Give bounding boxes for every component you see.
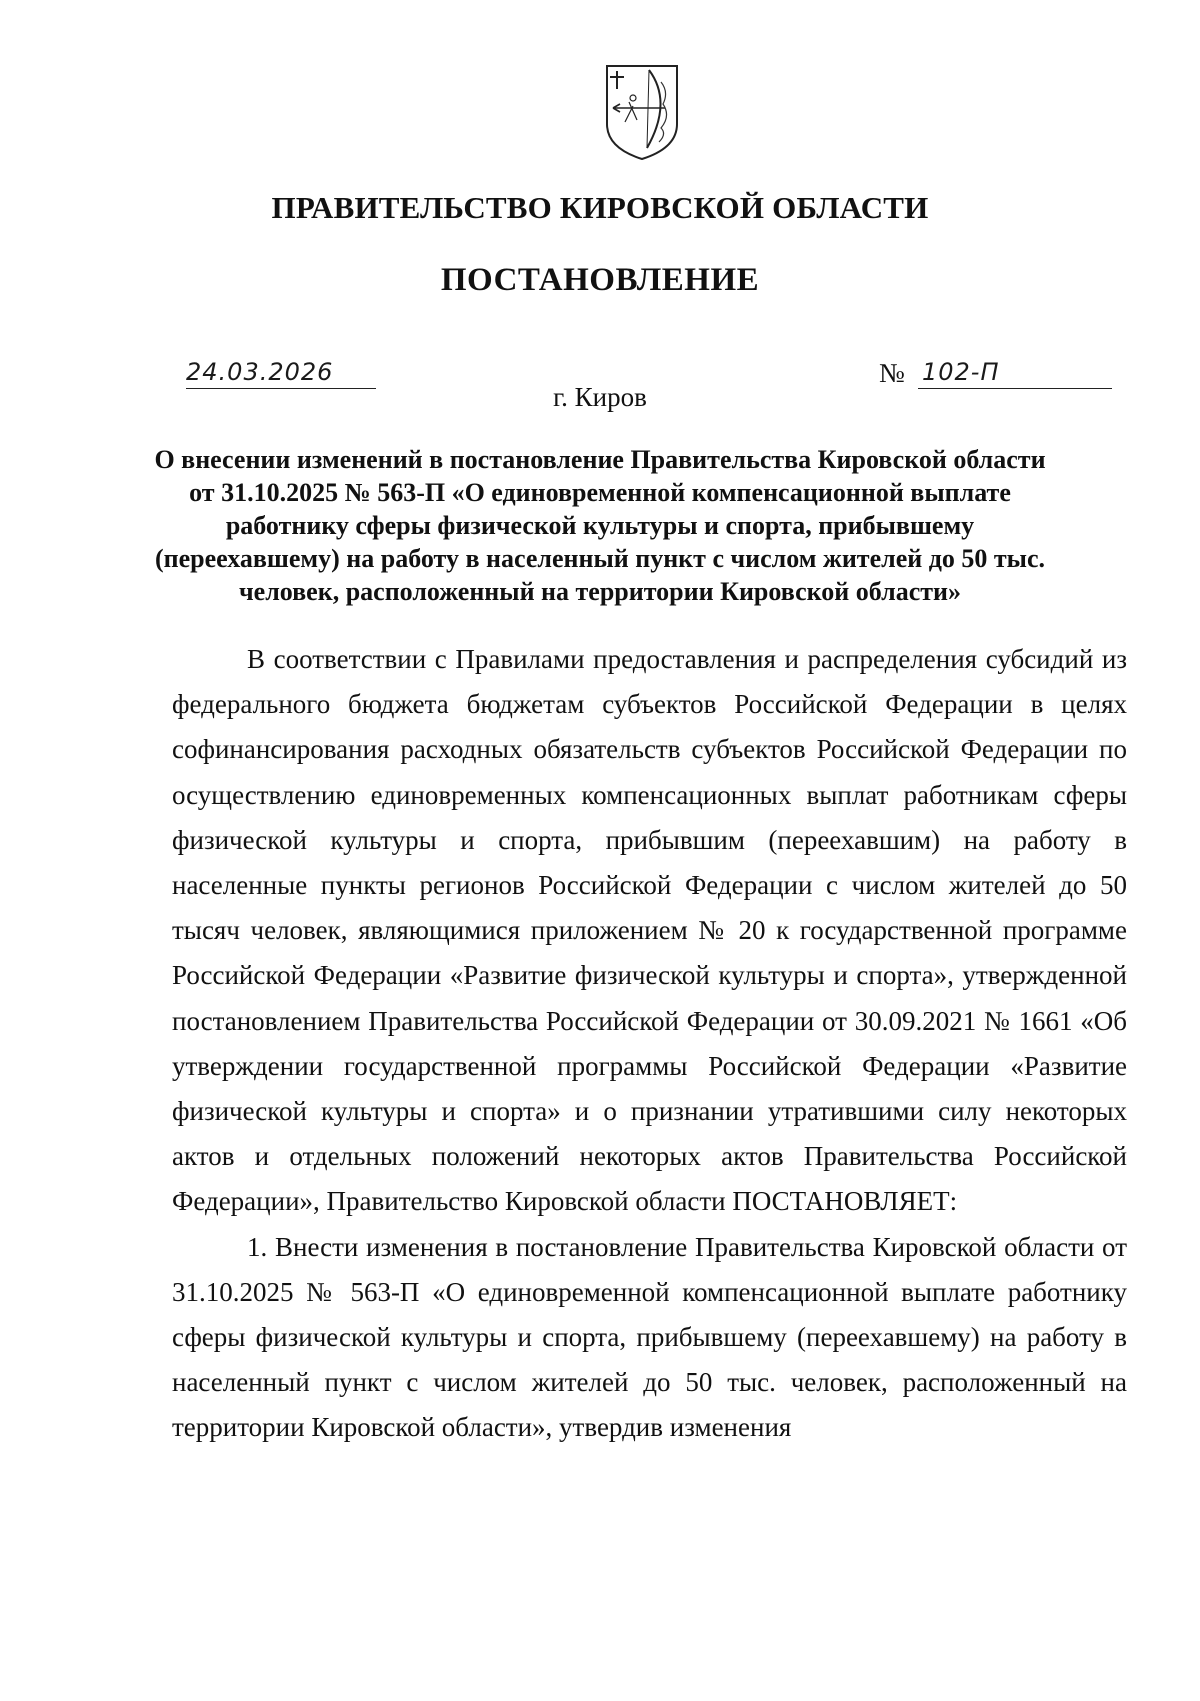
body-paragraph-item-1: 1. Внести изменения в постановление Правительства Кировской области от 31.10.2025 № 563-П «О единовременной компенсационной выплате работнику сферы физической культуры и спорта, прибывшему (переехавшему) на работу в населенный пункт с числом жителей до 50 тыс. человек, расположенный на территории Кировской области», утвердив изменения [172,1231,1127,1443]
document-date: 24.03.2026 [186,358,334,386]
document-title: О внесении изменений в постановление Правительства Кировской области от 31.10.2025 № 563-П «О единовременной компенсационной выплате работнику сферы физической культуры и спорта, прибывшему (переехавшему) на работу в населенный пункт с числом жителей до 50 тыс. человек, расположенный на территории Кировской области» [154,445,1046,606]
document-city: г. Киров [553,382,647,412]
document-number: 102-П [922,358,1000,386]
body-paragraph-preamble: В соответствии с Правилами предоставления и распределения субсидий из федерального бюджета бюджетам субъектов Российской Федерации в целях софинансирования расходных обязательств субъектов Российской Федерации по осуществлению единовременных компенсационных выплат работникам сферы физической культуры и спорта, прибывшим (переехавшим) на работу в населенные пункты регионов Российской Федерации с числом жителей до 50 тысяч человек, являющимися приложением № 20 к государственной программе Российской Федерации «Развитие физической культуры и спорта», утвержденной постановлением Правительства Российской Федерации от 30.09.2021 № 1661 «Об утверждении государственной программы Российской Федерации «Развитие физической культуры и спорта» и о признании утратившими силу некоторых актов и отдельных положений некоторых актов Правительства Российской Федерации», Правительство Кировской области ПОСТАНОВЛЯЕТ: [172,644,1127,1217]
coat-of-arms-icon [603,62,681,162]
organization-name: ПРАВИТЕЛЬСТВО КИРОВСКОЙ ОБЛАСТИ [271,190,929,225]
document-type: ПОСТАНОВЛЕНИЕ [440,262,760,298]
document-body [172,637,1127,1451]
document-number-label: № [879,358,905,388]
